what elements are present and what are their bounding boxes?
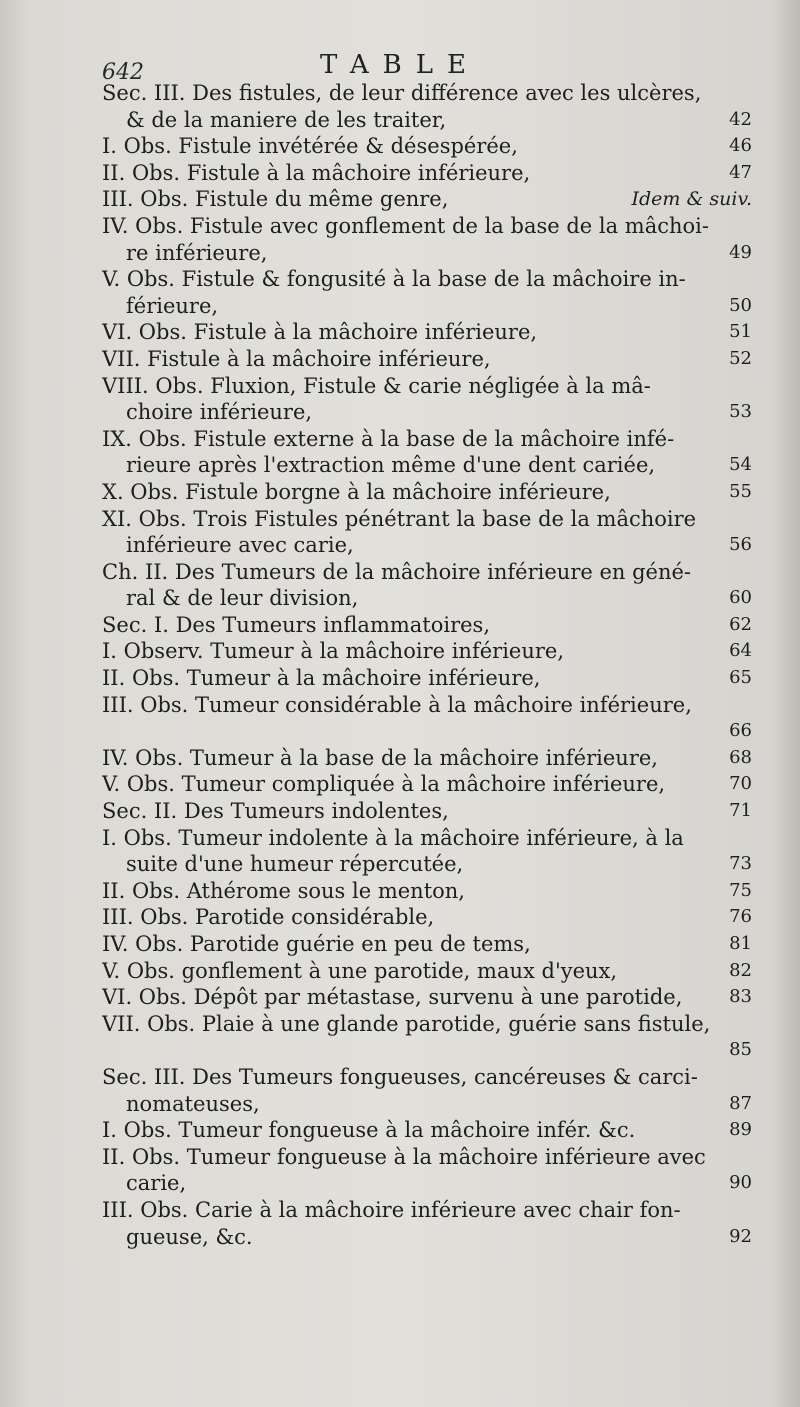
- toc-entry-continuation: gueuse, &c.: [126, 1224, 253, 1249]
- toc-entry-title: II. Obs. Fistule à la mâchoire inférieure,: [102, 160, 531, 185]
- toc-entry: [102, 878, 752, 905]
- toc-entry-title: I. Observ. Tumeur à la mâchoire inférieure,: [102, 639, 564, 664]
- toc-page-number: 60: [729, 587, 752, 609]
- toc-entry-title: III. Obs. Parotide considérable,: [102, 905, 435, 930]
- toc-entry: [102, 319, 752, 346]
- toc-page-number: 87: [729, 1092, 752, 1114]
- toc-page-number: 50: [729, 294, 752, 316]
- toc-entry: [102, 931, 752, 958]
- toc-entry: [102, 798, 752, 825]
- toc-entry-continuation: [102, 718, 752, 745]
- toc-entry: [102, 160, 752, 187]
- toc-entry-title: VI. Obs. Fistule à la mâchoire inférieure,: [102, 320, 538, 345]
- toc-entry-title: Sec. II. Des Tumeurs indolentes,: [102, 799, 449, 824]
- toc-entry-title: V. Obs. gonflement à une parotide, maux d'yeux,: [102, 958, 618, 983]
- running-title: TABLE: [319, 50, 481, 80]
- toc-entry-continuation: re inférieure,: [126, 240, 268, 265]
- toc-entry-title: IV. Obs. Fistule avec gonflement de la base de la mâchoi-: [102, 213, 709, 238]
- toc-page-number: 49: [729, 241, 752, 263]
- toc-page-number: 42: [729, 108, 752, 130]
- toc-entry-title: IV. Obs. Parotide guérie en peu de tems,: [102, 932, 531, 956]
- toc-entry-title: XI. Obs. Trois Fistules pénétrant la base de la mâchoire: [102, 506, 697, 531]
- toc-page-number: 53: [729, 401, 752, 423]
- toc-entry: [102, 958, 752, 985]
- toc-entry: [102, 745, 752, 772]
- toc-entry-title: V. Obs. Tumeur compliquée à la mâchoire inférieure,: [102, 772, 666, 797]
- toc-entry-continuation: choire inférieure,: [126, 400, 313, 425]
- toc-entry: [102, 665, 752, 692]
- toc-entry: [102, 984, 752, 1011]
- toc-entry-title: II. Obs. Athérome sous le menton,: [102, 878, 465, 903]
- toc-page-number: 66: [729, 720, 752, 742]
- toc-entry-continuation: & de la maniere de les traiter,: [126, 107, 447, 132]
- toc-page-number: 51: [729, 321, 752, 343]
- toc-entry: [102, 1117, 752, 1144]
- toc-entry-title: I. Obs. Tumeur fongueuse à la mâchoire infér. &c.: [102, 1118, 636, 1143]
- toc-entry: [102, 612, 752, 639]
- toc-page-number: 81: [729, 933, 752, 954]
- toc-entry-title: VII. Fistule à la mâchoire inférieure,: [102, 346, 491, 371]
- toc-entry: [102, 1064, 752, 1117]
- toc-entry: [102, 426, 752, 479]
- toc-page-number: 82: [729, 959, 752, 981]
- toc-entry: [102, 213, 752, 266]
- toc-page-number: 47: [729, 161, 752, 183]
- toc-entry-continuation: suite d'une humeur répercutée,: [126, 852, 464, 877]
- toc-page-number: 92: [729, 1225, 752, 1247]
- toc-entry-title: Ch. II. Des Tumeurs de la mâchoire inférieure en géné-: [102, 559, 692, 584]
- toc-entry-continuation: nomateuses,: [126, 1091, 260, 1116]
- toc-page-number: 90: [729, 1172, 752, 1194]
- toc-entry: [102, 1197, 752, 1250]
- toc-entry: [102, 479, 752, 506]
- toc-entry: [102, 1011, 752, 1064]
- toc-entry: [102, 825, 752, 878]
- toc-page-number: Idem & suiv.: [631, 188, 752, 211]
- toc-entry-title: VIII. Obs. Fluxion, Fistule & carie négligée à la mâ-: [102, 373, 651, 398]
- toc-entry: [102, 771, 752, 798]
- page-number: 642: [102, 60, 144, 85]
- toc-entry-continuation: [102, 1037, 752, 1064]
- toc-page-number: 55: [729, 480, 752, 502]
- toc-entry-title: III. Obs. Tumeur considérable à la mâchoire inférieure,: [102, 692, 692, 717]
- toc-entry-continuation: rieure après l'extraction même d'une dent cariée,: [126, 453, 656, 478]
- toc-entry-title: II. Obs. Tumeur à la mâchoire inférieure,: [102, 666, 541, 691]
- toc-entry: [102, 346, 752, 373]
- toc-entry: [102, 266, 752, 319]
- toc-entry-title: III. Obs. Fistule du même genre,: [102, 187, 449, 212]
- toc-page-number: 56: [729, 534, 752, 556]
- table-of-contents: [102, 80, 752, 1250]
- toc-page-number: 75: [729, 879, 752, 901]
- toc-page-number: 62: [729, 613, 752, 635]
- toc-page-number: 70: [729, 773, 752, 795]
- toc-entry-title: X. Obs. Fistule borgne à la mâchoire inférieure,: [102, 479, 611, 504]
- toc-page-number: 54: [729, 454, 752, 476]
- toc-entry: [102, 692, 752, 745]
- toc-entry-title: Sec. III. Des fistules, de leur différence avec les ulcères,: [102, 81, 702, 105]
- toc-page-number: 73: [729, 853, 752, 875]
- toc-page-number: 85: [729, 1039, 752, 1061]
- toc-entry-continuation: carie,: [126, 1171, 187, 1196]
- toc-entry-continuation: férieure,: [126, 293, 219, 318]
- toc-page-number: 68: [729, 746, 752, 768]
- toc-page-number: 52: [729, 347, 752, 369]
- toc-page-number: 64: [729, 640, 752, 662]
- toc-entry-title: V. Obs. Fistule & fongusité à la base de la mâchoire in-: [102, 267, 686, 292]
- toc-entry: [102, 638, 752, 665]
- toc-page-number: 65: [729, 667, 752, 689]
- toc-entry-title: Sec. III. Des Tumeurs fongueuses, cancéreuses & carci-: [102, 1064, 698, 1089]
- toc-entry-title: VI. Obs. Dépôt par métastase, survenu à une parotide,: [102, 985, 683, 1010]
- toc-entry-title: VII. Obs. Plaie à une glande parotide, guérie sans fistule,: [102, 1011, 711, 1036]
- toc-entry-title: IX. Obs. Fistule externe à la base de la mâchoire infé-: [102, 426, 675, 451]
- toc-page-number: 89: [729, 1119, 752, 1141]
- toc-entry: [102, 559, 752, 612]
- toc-entry: [102, 1144, 752, 1197]
- toc-entry-continuation: inférieure avec carie,: [126, 533, 354, 558]
- toc-entry: [102, 186, 752, 213]
- toc-entry: [102, 904, 752, 931]
- toc-page-number: 46: [729, 135, 752, 157]
- toc-entry-title: IV. Obs. Tumeur à la base de la mâchoire inférieure,: [102, 745, 658, 770]
- toc-entry: [102, 373, 752, 426]
- toc-entry-title: III. Obs. Carie à la mâchoire inférieure avec chair fon-: [102, 1197, 681, 1222]
- toc-entry: [102, 133, 752, 160]
- toc-entry: [102, 506, 752, 559]
- toc-page-number: 83: [729, 986, 752, 1008]
- toc-page-number: 71: [729, 800, 752, 822]
- toc-entry-title: I. Obs. Fistule invétérée & désespérée,: [102, 134, 518, 159]
- toc-entry-continuation: ral & de leur division,: [126, 586, 359, 611]
- toc-entry-title: I. Obs. Tumeur indolente à la mâchoire inférieure, à la: [102, 825, 684, 850]
- toc-entry-title: II. Obs. Tumeur fongueuse à la mâchoire inférieure avec: [102, 1144, 706, 1169]
- toc-entry: [102, 80, 752, 133]
- toc-page-number: 76: [729, 906, 752, 928]
- toc-entry-title: Sec. I. Des Tumeurs inflammatoires,: [102, 612, 491, 637]
